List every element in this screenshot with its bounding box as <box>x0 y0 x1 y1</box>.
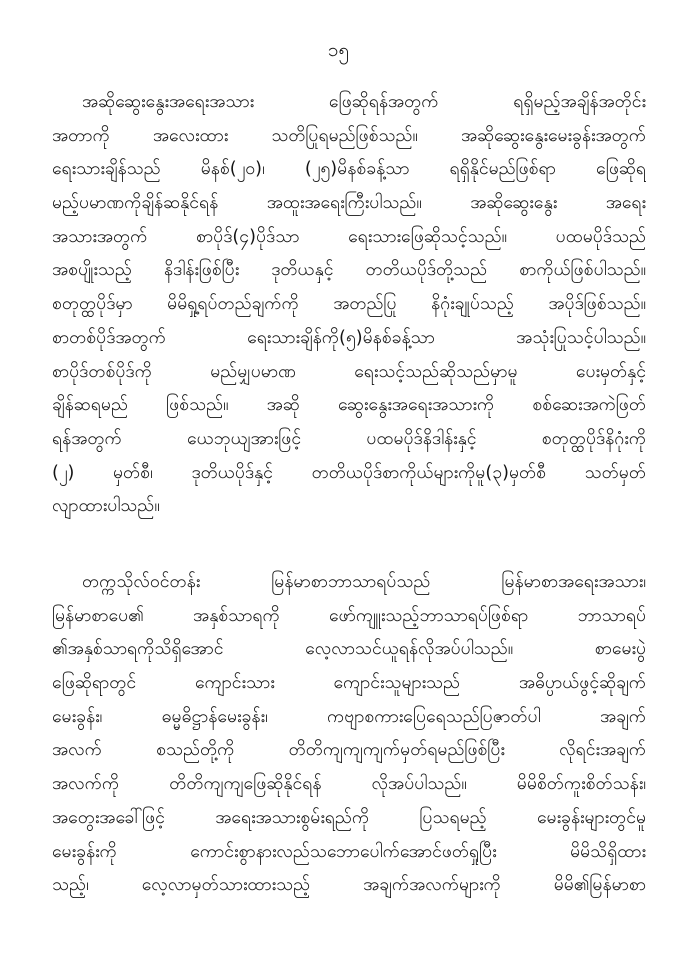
paragraph-line: ရန်အတွက် ယေဘုယျအားဖြင့် ပထမပိုဒ်နိဒါန်းနှင့် စတုတ္ထပိုဒ်နိဂုံးကို <box>52 428 646 449</box>
paragraph-line: မေးခွန်းကို ကောင်းစွာနားလည်သဘောပေါက်အောင်ဖတ်ရှုပြီး မိမိသိရှိထား <box>52 841 646 862</box>
paragraph-line: အလက်ကို တိတိကျကျဖြေဆိုနိုင်ရန် လိုအပ်ပါသည်။ မိမိစိတ်ကူးစိတ်သန်း၊ <box>52 774 646 795</box>
paragraph-line: (၂) မှတ်စီ၊ ဒုတိယပိုဒ်နှင့် တတိယပိုဒ်စာကိုယ်များကိုမူ(၃)မှတ်စီ သတ်မှတ် <box>52 462 646 483</box>
paragraph-line: မြန်မာစာပေ၏ အနှစ်သာရကို ဖော်ကျူးသည့်ဘာသာရပ်ဖြစ်ရာ ဘာသာရပ် <box>52 605 646 626</box>
paragraph-line: ဖြေဆိုရာတွင် ကျောင်းသား ကျောင်းသူများသည် အဓိပ္ပာယ်ဖွင့်ဆိုချက် <box>52 673 646 694</box>
paragraph-line: စတုတ္ထပိုဒ်မှာ မိမိရှု့ရပ်တည်ချက်ကို အတည်ပြု နိဂုံးချုပ်သည့် အပိုဒ်ဖြစ်သည်။ <box>52 294 646 315</box>
paragraph-line: အဆိုဆွေးနွေးအရေးအသား ဖြေဆိုရန်အတွက် ရရှိမည့်အချိန်အတိုင်း <box>82 92 646 112</box>
paragraph-line: အစပျိုးသည့် နိဒါန်းဖြစ်ပြီး ဒုတိယနှင့် တတိယပိုဒ်တို့သည် စာကိုယ်ဖြစ်ပါသည်။ <box>52 260 646 281</box>
paragraph-line: တက္ကသိုလ်ဝင်တန်း မြန်မာစာဘာသာရပ်သည် မြန်မာစာအရေးအသား၊ <box>82 572 646 592</box>
page-number: ၁၅ <box>327 39 350 61</box>
paragraph-line: အလက် စသည်တို့ကို တိတိကျကျကျက်မှတ်ရမည်ဖြစ်ပြီး လိုရင်းအချက် <box>52 740 646 761</box>
paragraph-line: ရေးသားချိန်သည် မိနစ်(၂၀)၊ (၂၅)မိနစ်ခန့်သာ ရရှိနိုင်မည်ဖြစ်ရာ ဖြေဆိုရ <box>52 159 646 180</box>
paragraph-line: စာတစ်ပိုဒ်အတွက် ရေးသားချိန်ကို(၅)မိနစ်ခန့်သာ အသုံးပြုသင့်ပါသည်။ <box>52 327 646 348</box>
paragraph-line: မည့်ပမာဏကိုချိန်ဆနိုင်ရန် အထူးအရေးကြီးပါသည်။ အဆိုဆွေးနွေး အရေး <box>52 193 646 214</box>
paragraph-assessment-guidance <box>52 86 646 524</box>
paragraph-line: သည့်၊ လေ့လာမှတ်သားထားသည့် အချက်အလက်များကို မိမိ၏မြန်မာစာ <box>52 875 646 896</box>
paragraph-subject-overview <box>52 566 646 903</box>
paragraph-line: အတွေးအခေါ်ဖြင့် အရေးအသားစွမ်းရည်ကို ပြသရမည့် မေးခွန်းများတွင်မူ <box>52 807 646 828</box>
paragraph-line: အတာကို အလေးထား သတိပြုရမည်ဖြစ်သည်။ အဆိုဆွေးနွေးမေးခွန်းအတွက် <box>52 125 646 146</box>
paragraph-line: စာပိုဒ်တစ်ပိုဒ်ကို မည်မျှပမာဏ ရေးသင့်သည်ဆိုသည်မှာမူ ပေးမှတ်နှင့် <box>52 361 646 382</box>
paragraph-line: ၏အနှစ်သာရကိုသိရှိအောင် လေ့လာသင်ယူရန်လိုအပ်ပါသည်။ စာမေးပွဲ <box>52 639 646 660</box>
paragraph-line: အသားအတွက် စာပိုဒ်(၄)ပိုဒ်သာ ရေးသားဖြေဆိုသင့်သည်။ ပထမပိုဒ်သည် <box>52 226 646 247</box>
paragraph-line: ချိန်ဆရမည် ဖြစ်သည်။ အဆို ဆွေးနွေးအရေးအသားကို စစ်ဆေးအကဲဖြတ် <box>52 395 646 416</box>
paragraph-line: မေးခွန်း၊ ဓမ္မဓိဋ္ဌာန်မေးခွန်း၊ ကဗျာစကားပြေရေသည်ပြဇာတ်ပါ အချက် <box>52 706 646 727</box>
paragraph-line: လျာထားပါသည်။ <box>52 496 160 517</box>
